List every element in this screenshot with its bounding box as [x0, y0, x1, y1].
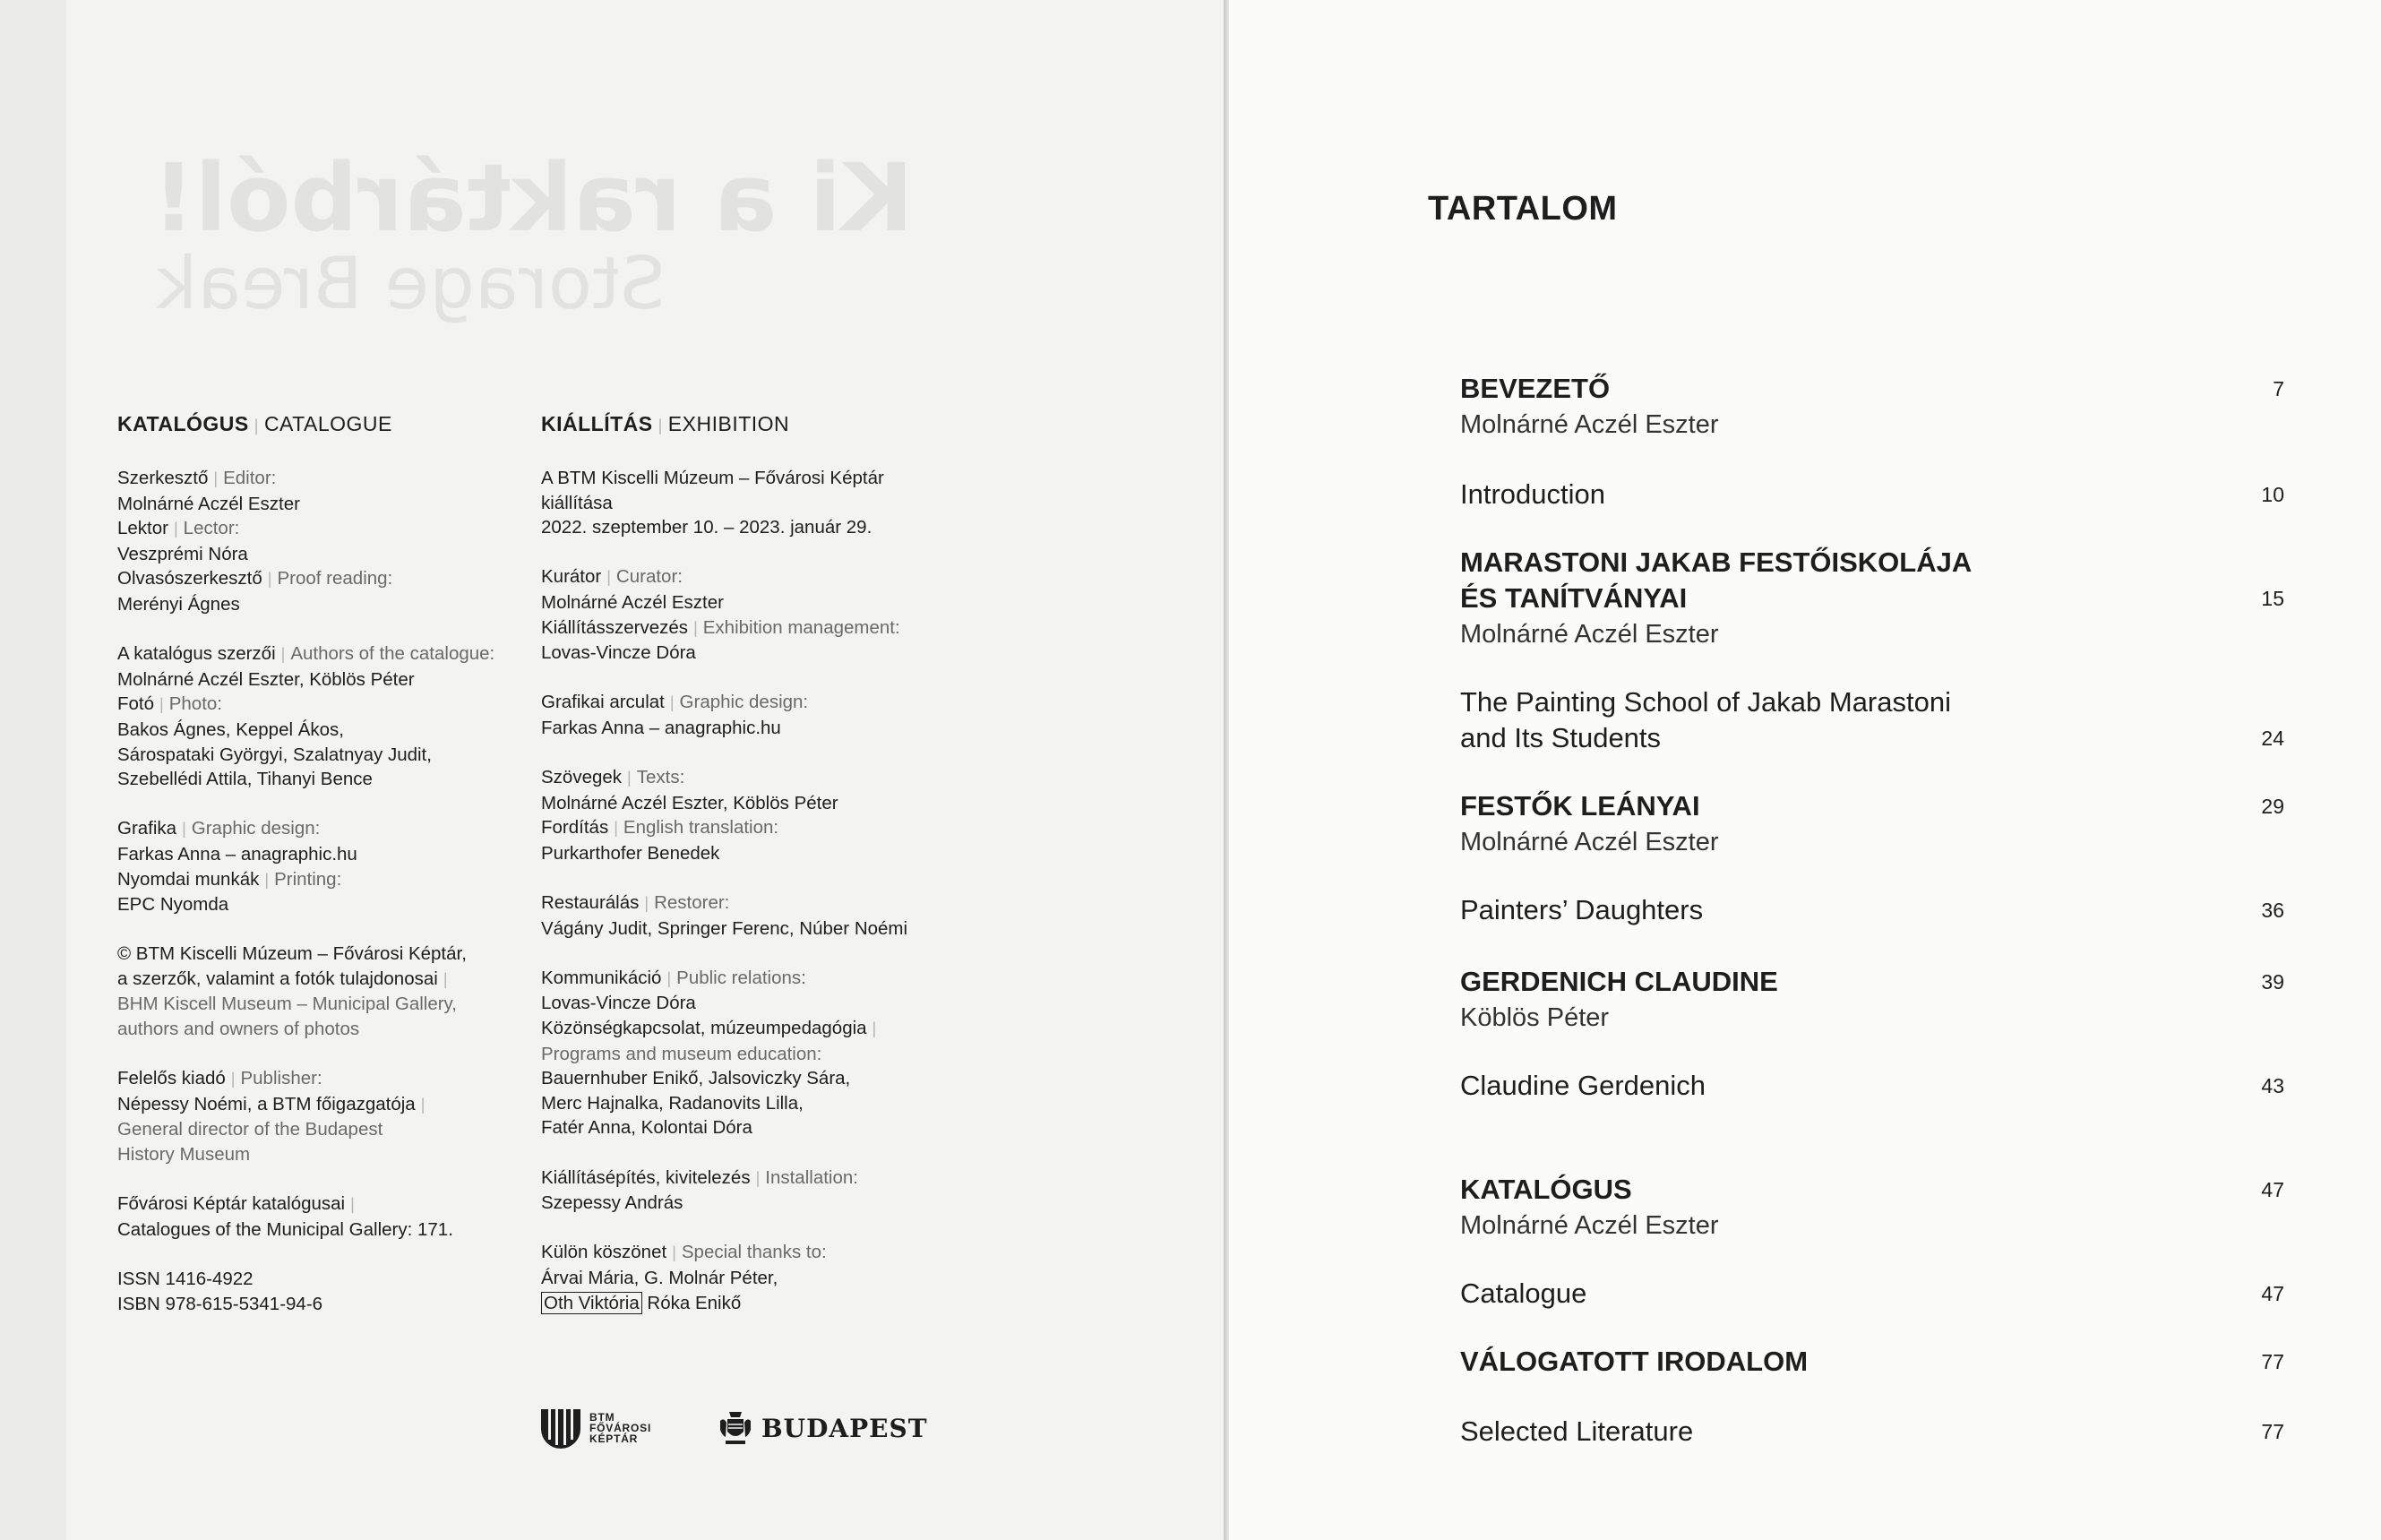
catalogue-heading-hu: KATALÓGUS: [117, 412, 249, 435]
toc-title: TARTALOM: [1428, 190, 1618, 228]
catalogue-heading-en: CATALOGUE: [263, 412, 392, 435]
exhibition-credits-column: [541, 410, 1043, 1340]
toc-entry: [1460, 892, 2284, 928]
toc-entry-title: VÁLOGATOTT IRODALOM: [1460, 1346, 1809, 1377]
toc-entry: [1460, 788, 2284, 860]
exhibition-credit-line: [541, 1291, 1043, 1316]
exhibition-credit-line: Molnárné Aczél Eszter, Köblös Péter: [541, 792, 838, 813]
exhibition-credit-line: [541, 1042, 1043, 1067]
toc-entry: [1460, 1172, 2284, 1243]
label-separator: |: [267, 570, 272, 589]
toc-page-number: 77: [2261, 1420, 2284, 1443]
toc-entry: [1460, 684, 2284, 756]
credit-label-en: English translation:: [623, 817, 779, 839]
credit-label-hu: Olvasószerkesztő: [117, 568, 262, 589]
credit-label-en: Installation:: [765, 1166, 858, 1188]
credit-label-hu: Felelős kiadó: [117, 1068, 226, 1089]
toc-entry: [1460, 545, 2284, 652]
credit-label-en: Printing:: [274, 868, 342, 890]
credit-label-hu: Kiállításépítés, kivitelezés: [541, 1166, 751, 1188]
toc-entry: [1460, 964, 2284, 1036]
toc-entry: [1460, 477, 2284, 512]
exhibition-credit-line: Molnárné Aczél Eszter: [541, 591, 724, 613]
credit-name: Róka Enikő: [641, 1292, 742, 1313]
credit-label-en: Restorer:: [654, 892, 730, 914]
toc-page-number: 29: [2261, 795, 2284, 818]
toc-entry: [1460, 1068, 2284, 1104]
bleed-through-subtitle: Storage Break: [156, 242, 666, 325]
credit-label-hu: Fővárosi Képtár katalógusai: [117, 1193, 346, 1215]
catalogue-credit-line: Molnárné Aczél Eszter, Köblös Péter: [117, 668, 415, 690]
credit-label-hu: Restaurálás: [541, 892, 640, 914]
credit-label-hu: Szövegek: [541, 767, 623, 788]
credit-label-hu: Kiállításszervezés: [541, 616, 689, 638]
exhibition-credit-line: [541, 765, 1043, 791]
budapest-logo-text: BUDAPEST: [761, 1413, 928, 1443]
credit-label-en: Photo:: [168, 693, 222, 715]
toc-entry-author: Köblös Péter: [1460, 1003, 1610, 1032]
exhibition-credit-line: [541, 1166, 1043, 1192]
credit-label-en: Texts:: [636, 767, 685, 788]
toc-entry-title: and Its Students: [1460, 722, 1662, 753]
label-separator: |: [669, 693, 675, 712]
publisher-logos: [539, 1403, 928, 1453]
exhibition-credit-block: [541, 1240, 1043, 1315]
credit-label-en: Special thanks to:: [681, 1242, 827, 1263]
credit-label-hu: Népessy Noémi, a BTM főigazgatója: [117, 1093, 416, 1114]
credit-label-en: Editor:: [223, 468, 277, 488]
catalogue-credit-line: Veszprémi Nóra: [117, 543, 248, 564]
label-separator: |: [420, 1095, 425, 1114]
exhibition-credit-line: [541, 966, 1043, 992]
toc-entry-title: GERDENICH CLAUDINE: [1460, 966, 1778, 997]
toc-page-number: 10: [2261, 483, 2284, 506]
catalogue-credit-line: ISBN 978-615-5341-94-6: [117, 1293, 323, 1314]
exhibition-credit-line: Lovas-Vincze Dóra: [541, 642, 696, 664]
catalogue-credit-line: EPC Nyomda: [117, 894, 229, 916]
credit-label-en: General director of the Budapest: [117, 1119, 383, 1140]
label-separator: |: [264, 870, 270, 889]
btm-logo-line: KÉPTÁR: [589, 1432, 639, 1445]
exhibition-credit-line: kiállítása: [541, 492, 613, 513]
exhibition-credit-blocks: [541, 466, 1043, 1315]
toc-entry-title: FESTŐK LEÁNYAI: [1460, 790, 1700, 822]
toc-entry-author: Molnárné Aczél Eszter: [1460, 828, 1719, 856]
toc-entry-author: Molnárné Aczél Eszter: [1460, 1211, 1719, 1240]
toc-entry-author: Molnárné Aczél Eszter: [1460, 410, 1719, 439]
credit-label-en: History Museum: [117, 1144, 251, 1166]
catalogue-credit-line: © BTM Kiscelli Múzeum – Fővárosi Képtár,: [117, 943, 467, 965]
label-separator: |: [614, 819, 618, 838]
exhibition-credit-block: [541, 1166, 1043, 1216]
exhibition-credit-line: Fatér Anna, Kolontai Dóra: [541, 1117, 752, 1139]
exhibition-credit-line: [541, 564, 1043, 590]
credit-label-en: Graphic design:: [679, 692, 809, 713]
toc-page-number: 43: [2261, 1074, 2284, 1097]
toc-entry-author: Molnárné Aczél Eszter: [1460, 620, 1719, 649]
credit-label-en: BHM Kiscell Museum – Municipal Gallery,: [117, 994, 457, 1015]
toc-entry-title: Painters’ Daughters: [1460, 894, 1704, 925]
catalogue-credit-line: Sárospataki Györgyi, Szalatnyay Judit,: [117, 744, 432, 765]
credit-label-en: Graphic design:: [191, 818, 321, 839]
credit-label-hu: Szerkesztő: [117, 468, 209, 488]
toc-page-number: 47: [2261, 1282, 2284, 1305]
catalogue-credit-line: Farkas Anna – anagraphic.hu: [117, 843, 357, 865]
bleed-through-title: Ki a raktárból!: [152, 143, 914, 253]
exhibition-credit-line: 2022. szeptember 10. – 2023. január 29.: [541, 517, 872, 538]
credit-label-hu: a szerzők, valamint a fotók tulajdonosai: [117, 968, 438, 989]
catalogue-credit-line: Catalogues of the Municipal Gallery: 171.: [117, 1218, 453, 1240]
credit-label-hu: A katalógus szerzői: [117, 643, 276, 665]
catalogue-credit-line: ISSN 1416-4922: [117, 1269, 254, 1289]
toc-page-number: 7: [2273, 377, 2284, 400]
catalogue-credit-line: Bakos Ágnes, Keppel Ákos,: [117, 718, 344, 740]
credit-label-hu: Grafika: [117, 818, 177, 839]
credit-label-hu: Közönségkapcsolat, múzeumpedagógia: [541, 1018, 867, 1039]
credit-label-en: Authors of the catalogue:: [290, 643, 495, 665]
credit-label-en: Lector:: [183, 518, 240, 539]
credit-label-en: authors and owners of photos: [117, 1019, 360, 1040]
toc-page-number: 24: [2261, 727, 2284, 750]
exhibition-credit-line: [541, 690, 1043, 716]
toc-entry: [1460, 1276, 2284, 1312]
label-separator: |: [173, 520, 178, 538]
toc-page-number: 47: [2261, 1178, 2284, 1201]
label-separator: |: [872, 1019, 877, 1038]
exhibition-credit-block: [541, 890, 1043, 941]
toc-page-number: 39: [2261, 970, 2284, 994]
label-separator: |: [672, 1243, 676, 1262]
exhibition-credit-line: [541, 615, 1043, 641]
catalogue-credit-line: Merényi Ágnes: [117, 593, 240, 615]
exhibition-credit-line: [541, 1016, 1043, 1042]
exhibition-credit-line: A BTM Kiscelli Múzeum – Fővárosi Képtár: [541, 468, 884, 488]
toc-page-number: 15: [2261, 587, 2284, 610]
toc-entry: [1460, 1414, 2284, 1450]
label-separator: |: [280, 645, 286, 664]
toc-entry-title: Claudine Gerdenich: [1460, 1070, 1706, 1101]
label-separator: |: [606, 568, 611, 587]
credit-label-hu: Grafikai arculat: [541, 692, 665, 713]
exhibition-credit-line: [541, 1240, 1043, 1266]
credit-label-en: Proof reading:: [277, 568, 393, 589]
credit-label-en: Curator:: [615, 566, 683, 588]
toc-page-number: 77: [2261, 1350, 2284, 1373]
credit-label-en: Publisher:: [240, 1068, 322, 1089]
credit-label-hu: Fordítás: [541, 817, 609, 839]
exhibition-credit-line: Árvai Mária, G. Molnár Péter,: [541, 1268, 778, 1288]
toc-entry-title: BEVEZETŐ: [1460, 373, 1611, 404]
toc-entry-title: MARASTONI JAKAB FESTŐISKOLÁJA: [1460, 546, 1973, 578]
exhibition-credit-line: Purkarthofer Benedek: [541, 842, 720, 864]
exhibition-credit-line: Lovas-Vincze Dóra: [541, 993, 696, 1014]
exhibition-credit-block: [541, 466, 1043, 540]
btm-logo-icon: [539, 1406, 582, 1450]
exhibition-heading: KIÁLLÍTÁS | EXHIBITION: [541, 412, 790, 435]
toc-entry-title: KATALÓGUS: [1460, 1174, 1632, 1205]
toc-entry: [1460, 371, 2284, 443]
exhibition-credit-line: [541, 890, 1043, 916]
toc-entry-title: Catalogue: [1460, 1278, 1587, 1309]
catalogue-credit-line: Szebellédi Attila, Tihanyi Bence: [117, 769, 373, 790]
exhibition-credit-line: Vágány Judit, Springer Ferenc, Núber Noémi: [541, 917, 908, 939]
btm-logo-line: BTM: [589, 1411, 615, 1424]
label-separator: |: [350, 1195, 355, 1214]
label-separator: |: [644, 894, 649, 913]
label-separator: |: [755, 1168, 761, 1187]
toc-entry-title: Selected Literature: [1460, 1415, 1694, 1447]
exhibition-credit-line: Farkas Anna – anagraphic.hu: [541, 717, 781, 738]
label-separator: |: [443, 969, 448, 988]
catalogue-heading: KATALÓGUS | CATALOGUE: [117, 412, 392, 435]
label-separator: |: [627, 769, 632, 787]
credit-label-en: Exhibition management:: [702, 616, 900, 638]
credit-label-en: Public relations:: [676, 967, 806, 988]
label-separator: |: [230, 1070, 236, 1088]
credit-label-hu: Kommunikáció: [541, 967, 662, 988]
toc-entry-title: ÉS TANÍTVÁNYAI: [1460, 582, 1688, 614]
exhibition-credit-line: Szepessy András: [541, 1192, 683, 1214]
credit-label-en: Programs and museum education:: [541, 1043, 822, 1064]
exhibition-credit-line: Bauernhuber Enikő, Jalsoviczky Sára,: [541, 1068, 851, 1089]
label-separator: |: [213, 469, 219, 487]
budapest-crest-icon: [718, 1410, 752, 1446]
label-separator: |: [666, 968, 672, 987]
credit-label-hu: Külön köszönet: [541, 1242, 667, 1263]
toc-page-number: 36: [2261, 899, 2284, 922]
btm-logo-text: [589, 1412, 688, 1444]
left-page-edge: [0, 0, 66, 1540]
exhibition-credit-block: [541, 765, 1043, 865]
credit-label-hu: Lektor: [117, 518, 168, 539]
toc-entry: [1460, 1344, 2284, 1380]
label-separator: |: [159, 695, 164, 714]
exhibition-credit-block: [541, 966, 1043, 1140]
exhibition-credit-block: [541, 690, 1043, 740]
exhibition-credit-line: [541, 815, 1043, 841]
exhibition-heading-hu: KIÁLLÍTÁS: [541, 412, 653, 435]
label-separator: |: [182, 820, 186, 839]
highlighted-name: Oth Viktória: [541, 1292, 642, 1314]
exhibition-credit-block: [541, 564, 1043, 665]
exhibition-credit-line: Merc Hajnalka, Radanovits Lilla,: [541, 1092, 804, 1114]
toc-entry-title: Introduction: [1460, 478, 1605, 510]
catalogue-credit-line: Molnárné Aczél Eszter: [117, 493, 300, 514]
credit-label-hu: Fotó: [117, 693, 155, 715]
btm-logo-line: FŐVÁROSI: [589, 1422, 652, 1434]
exhibition-heading-en: EXHIBITION: [667, 412, 790, 435]
credit-label-hu: Nyomdai munkák: [117, 868, 260, 890]
toc-entry-title: The Painting School of Jakab Marastoni: [1460, 686, 1951, 718]
label-separator: |: [693, 618, 698, 637]
credit-label-hu: Kurátor: [541, 566, 602, 588]
